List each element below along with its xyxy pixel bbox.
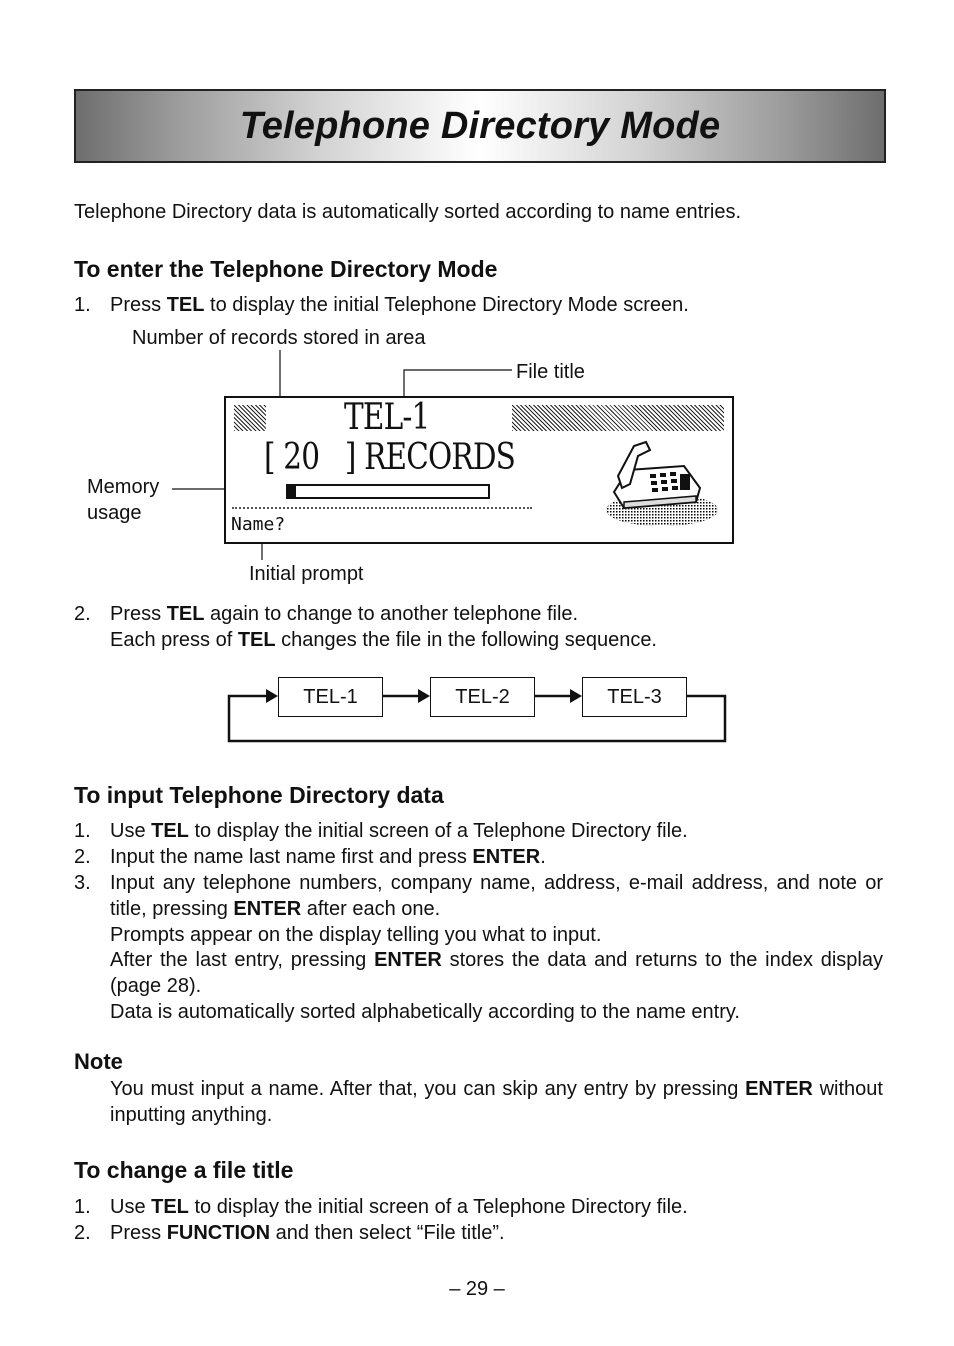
sequence-box-tel-3: TEL-3 [582,677,687,717]
step-number: 2. [74,1222,91,1244]
step-input-3b: Prompts appear on the display telling you what to input. [110,924,602,946]
lcd-screen [224,396,734,544]
sequence-box-tel-2: TEL-2 [430,677,535,717]
step-number: 1. [74,820,91,842]
lcd-file-title: TEL-1 [344,397,430,438]
page-title: Telephone Directory Mode [239,104,721,147]
note-text: You must input a name. After that, you can skip any entry by pressing ENTER without inputting anything. [110,1078,883,1126]
callout-initial-prompt: Initial prompt [249,563,364,585]
telephone-icon [604,436,726,532]
callout-records: Number of records stored in area [132,327,426,349]
step-input-3d: Data is automatically sorted alphabetically according to the name entry. [110,1001,740,1023]
step-number: 1. [74,1196,91,1218]
step-input-3a: Input any telephone numbers, company name, address, e-mail address, and note or title, pressing ENTER after each one. [110,872,883,920]
lcd-hatch-right [512,405,724,431]
step-title-2: Press FUNCTION and then select “File title”. [110,1222,505,1244]
callout-memory-line1: Memory [87,476,160,498]
step-input-2: Input the name last name first and press ENTER. [110,846,546,868]
callout-file-title: File title [516,361,585,383]
step-enter-2-line2: Each press of TEL changes the file in the following sequence. [110,629,657,651]
note-heading: Note [74,1049,123,1074]
page-number: – 29 – [449,1278,505,1300]
step-number: 2. [74,846,91,868]
step-enter-1: Press TEL to display the initial Telephone Directory Mode screen. [110,294,689,316]
section-heading-input: To input Telephone Directory data [74,782,444,808]
step-enter-2-line1: Press TEL again to change to another telephone file. [110,603,579,625]
step-number: 2. [74,603,91,625]
lcd-records: [ 20 ] RECORDS [264,437,516,478]
callout-memory-line2: usage [87,502,142,524]
step-input-3c: After the last entry, pressing ENTER stores the data and returns to the index display (page 28). [110,949,883,997]
lcd-prompt: Name? [231,514,286,535]
step-number: 3. [74,872,91,894]
memory-usage-bar [286,484,490,499]
step-number: 1. [74,294,91,316]
lcd-hatch-left [234,405,266,431]
step-input-1: Use TEL to display the initial screen of a Telephone Directory file. [110,820,688,842]
sequence-box-tel-1: TEL-1 [278,677,383,717]
section-heading-file-title: To change a file title [74,1157,294,1183]
intro-text: Telephone Directory data is automatically sorted according to name entries. [74,201,742,223]
step-title-1: Use TEL to display the initial screen of a Telephone Directory file. [110,1196,688,1218]
memory-usage-fill [288,486,296,497]
lcd-divider [232,507,532,509]
section-heading-enter: To enter the Telephone Directory Mode [74,256,498,282]
